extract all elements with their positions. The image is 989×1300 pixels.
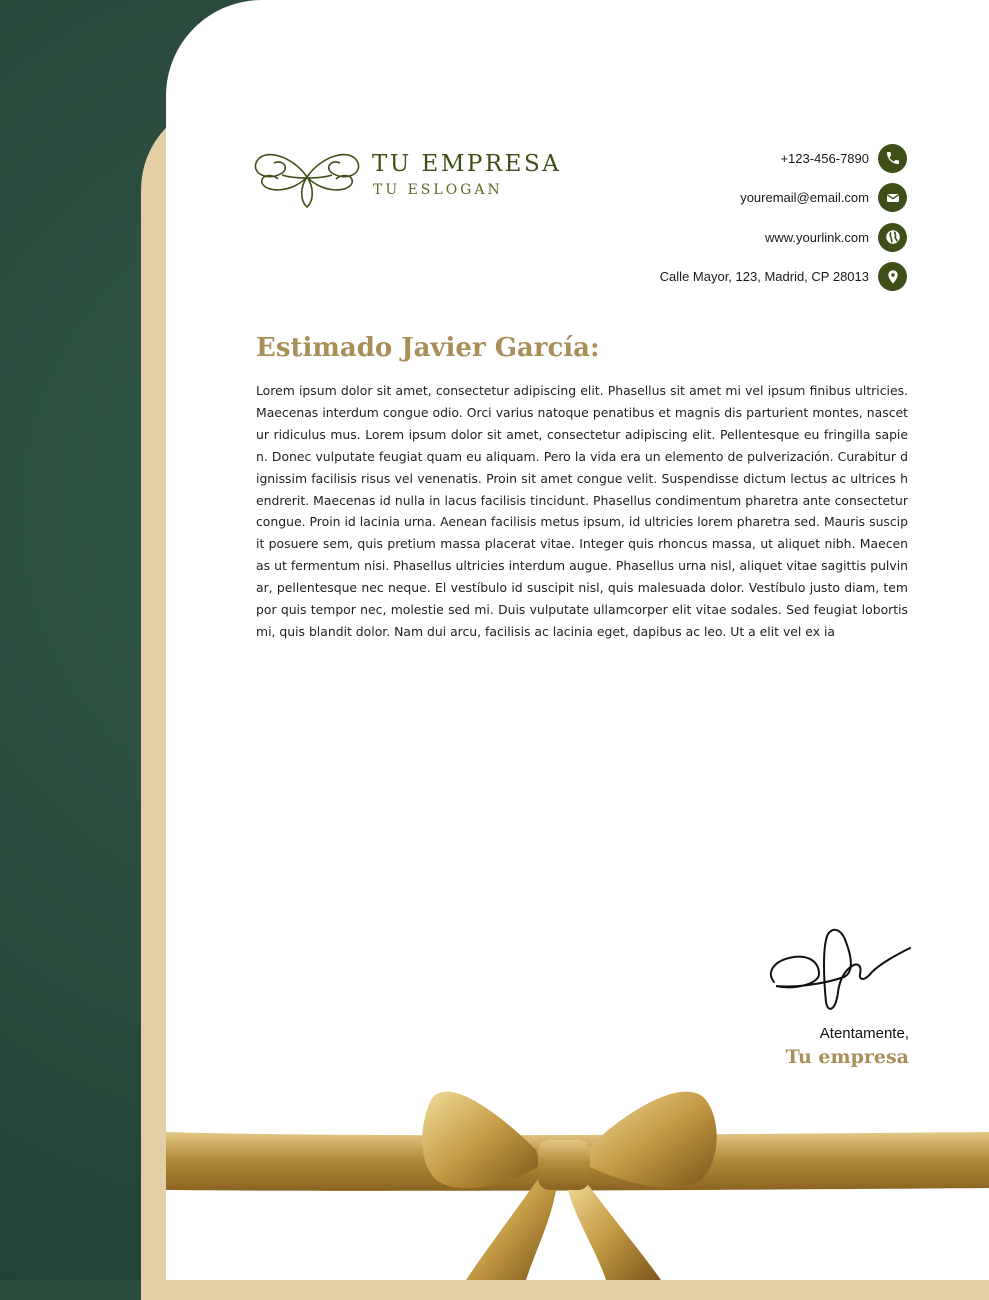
letter-body: Lorem ipsum dolor sit amet, consectetur adipiscing elit. Phasellus sit amet mi vel ipsum finibus ultricies. Maecenas interdum congue odio. Orci varius natoque penatibus et magnis dis parturient montes, nascetur ridiculus mus. Lorem ipsum dolor sit amet, consectetur adipiscing elit. Pellentesque eu fringilla sapien. Donec vulputate feugiat quam eu aliquam. Pero la vida era un elemento de pulverización. Curabitur dignissim facilisis risus vel venenatis. Proin sit amet congue velit. Suspendisse dictum lectus ac ultrices hendrerit. Maecenas id nulla in lacus facilisis tincidunt. Phasellus condimentum pharetra ante consectetur congue. Proin id lacinia urna. Aenean facilisis metus ipsum, id ultricies lorem pharetra sed. Mauris suscipit posuere sem, quis pretium massa placerat vitae. Integer quis rhoncus massa, ut aliquet nibh. Maecenas ut fermentum nisi. Phasellus ultricies interdum augue. Phasellus urna nisl, aliquet vitae sagittis pulvinar, pellentesque nec neque. El vestíbulo id suscipit nisl, quis malesuada dolor. Vestíbulo justo diam, tempor quis tempor nec, molestie sed mi. Duis vulputate ullamcorper elit vitae sodales. Sed feugiat lobortis mi, quis blandit dolor. Nam dui arcu, facilisis ac lacinia eget, dapibus ac leo. Ut a elit vel ex ia: [256, 383, 908, 639]
phone-text[interactable]: +123-456-7890: [780, 150, 869, 166]
phone-icon: [878, 144, 907, 173]
letter-closing: Atentamente,: [819, 1025, 909, 1042]
company-name: TU EMPRESA: [372, 151, 562, 177]
website-text[interactable]: www.yourlink.com: [764, 229, 869, 245]
letter-signoff: Tu empresa: [785, 1046, 909, 1068]
contact-address: [547, 262, 907, 292]
company-logo: [252, 145, 562, 215]
email-text[interactable]: youremail@email.com: [740, 190, 869, 205]
letter-greeting: Estimado Javier García:: [256, 333, 600, 363]
company-slogan: TU ESLOGAN: [373, 182, 503, 198]
email-icon: [878, 183, 907, 212]
contact-email: [547, 183, 907, 213]
contact-phone: [547, 143, 907, 173]
address-text: Calle Mayor, 123, Madrid, CP 28013: [659, 269, 869, 284]
globe-icon: [878, 223, 907, 252]
handwritten-signature: [764, 922, 914, 1017]
ornament-logo-icon: [252, 145, 362, 211]
contact-website: [547, 222, 907, 252]
location-pin-icon: [878, 262, 907, 291]
contact-block: [547, 143, 907, 301]
gold-ribbon-bow: [166, 1080, 989, 1280]
